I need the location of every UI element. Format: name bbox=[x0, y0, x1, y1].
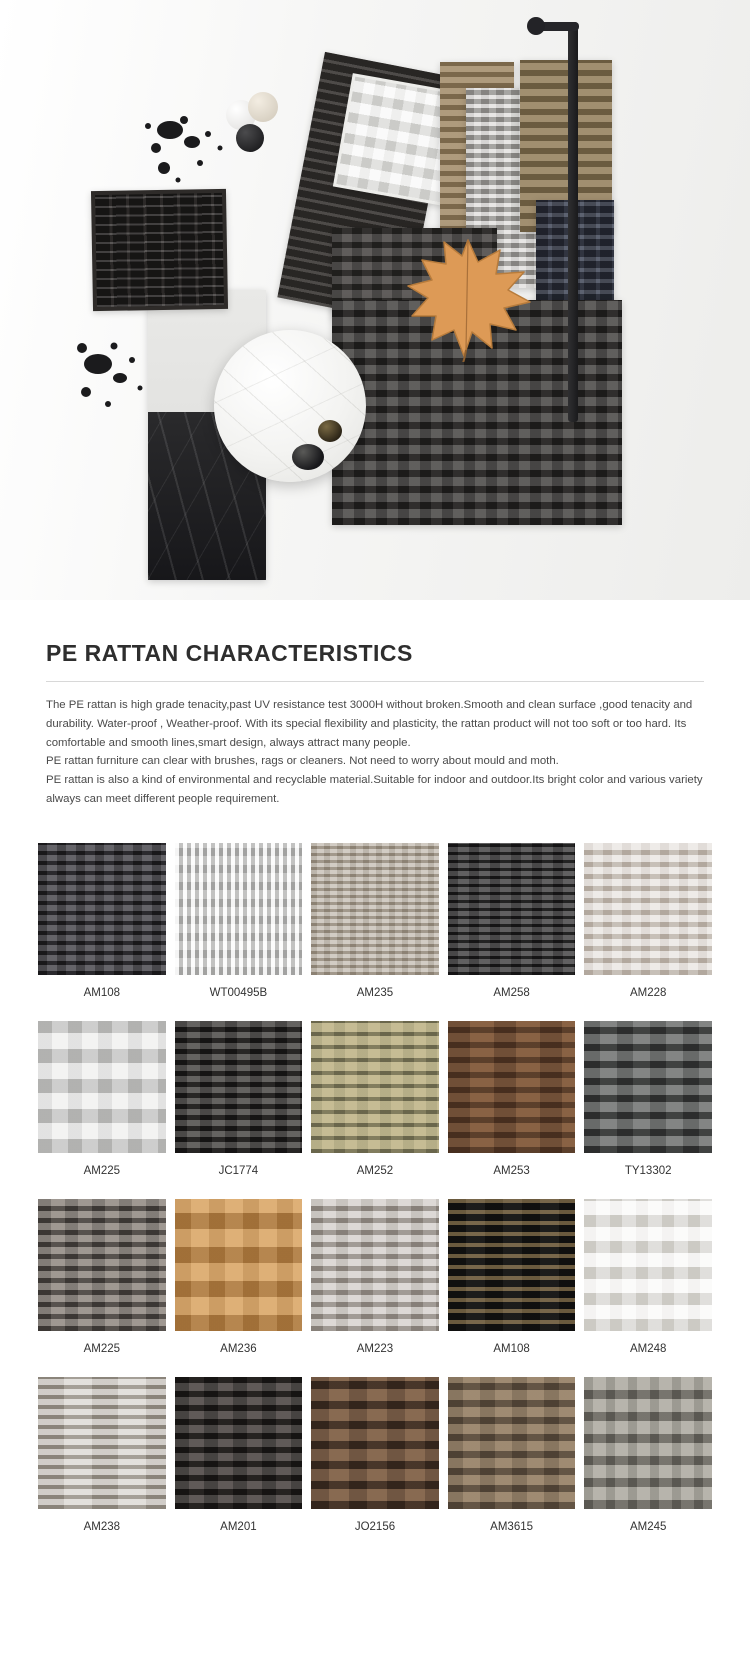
swatch-image[interactable] bbox=[448, 1199, 576, 1331]
swatch-image[interactable] bbox=[448, 1377, 576, 1509]
swatch-cell[interactable] bbox=[38, 1021, 166, 1195]
stone-decor-icon-2 bbox=[318, 420, 342, 442]
metal-rod-knob-icon bbox=[527, 17, 545, 35]
swatch-cell[interactable] bbox=[584, 1377, 712, 1551]
swatch-image[interactable] bbox=[584, 843, 712, 975]
swatch-cell[interactable] bbox=[584, 1199, 712, 1373]
swatch-code-label: AM225 bbox=[83, 1164, 121, 1177]
swatch-code-label: AM235 bbox=[356, 986, 394, 999]
swatch-cell[interactable] bbox=[448, 1377, 576, 1551]
swatch-cell[interactable] bbox=[175, 1199, 303, 1373]
swatch-image[interactable] bbox=[311, 843, 439, 975]
description-paragraph-3: PE rattan is also a kind of environmental and recyclable material.Suitable for indoor and outdoor.Its bright color and various variety always can meet different people requirement. bbox=[46, 774, 703, 806]
swatch-cell[interactable] bbox=[311, 1199, 439, 1373]
swatch-cell[interactable] bbox=[175, 843, 303, 1017]
dark-weave-swatch-left bbox=[91, 189, 228, 311]
hero-image bbox=[0, 0, 750, 600]
sphere-cream-icon bbox=[248, 92, 278, 122]
swatch-image[interactable] bbox=[448, 1021, 576, 1153]
paint-splatter-icon-2 bbox=[66, 330, 166, 420]
hero-composition bbox=[0, 0, 750, 600]
swatch-cell[interactable] bbox=[311, 843, 439, 1017]
swatch-code-label: AM236 bbox=[220, 1342, 257, 1355]
swatch-image[interactable] bbox=[311, 1021, 439, 1153]
swatch-cell[interactable] bbox=[38, 1199, 166, 1373]
description-block bbox=[46, 696, 704, 809]
swatch-code-label: AM258 bbox=[493, 986, 530, 999]
swatch-code-label: JC1774 bbox=[218, 1164, 259, 1177]
swatch-image[interactable] bbox=[38, 843, 166, 975]
swatch-image[interactable] bbox=[584, 1021, 712, 1153]
swatch-image[interactable] bbox=[175, 843, 303, 975]
swatch-cell[interactable] bbox=[38, 1377, 166, 1551]
swatch-image[interactable] bbox=[584, 1377, 712, 1509]
swatch-code-label: AM108 bbox=[83, 986, 121, 999]
swatch-image[interactable] bbox=[311, 1199, 439, 1331]
swatch-image[interactable] bbox=[584, 1199, 712, 1331]
swatch-code-label: TY13302 bbox=[624, 1164, 672, 1177]
characteristics-section bbox=[0, 640, 750, 809]
swatch-cell[interactable] bbox=[448, 1199, 576, 1373]
swatch-code-label: JO2156 bbox=[354, 1520, 396, 1533]
swatch-image[interactable] bbox=[175, 1199, 303, 1331]
swatch-image[interactable] bbox=[311, 1377, 439, 1509]
swatch-code-label: AM3615 bbox=[490, 1520, 534, 1533]
swatch-code-label: AM253 bbox=[493, 1164, 530, 1177]
page-title: PE RATTAN CHARACTERISTICS bbox=[46, 640, 413, 666]
swatch-code-label: AM108 bbox=[493, 1342, 530, 1355]
swatch-cell[interactable] bbox=[311, 1021, 439, 1195]
description-paragraph-2: PE rattan furniture can clear with brushes, rags or cleaners. Not need to worry about mould and moth. bbox=[46, 755, 559, 768]
swatch-code-label: AM228 bbox=[629, 986, 667, 999]
swatch-code-label: AM252 bbox=[356, 1164, 394, 1177]
swatch-image[interactable] bbox=[38, 1021, 166, 1153]
swatch-cell[interactable] bbox=[38, 843, 166, 1017]
swatch-grid bbox=[0, 843, 750, 1551]
swatch-code-label: AM201 bbox=[220, 1520, 257, 1533]
description-paragraph-1: The PE rattan is high grade tenacity,past UV resistance test 3000H without broken.Smooth and clean surface ,good tenacity and durability. Water-proof , Weather-proof. With its special flexibility and plasticity, the rattan product will not too soft or too hard. Its comfortable and smooth lines,smart design, always attract many people. bbox=[46, 699, 693, 749]
marble-disc bbox=[214, 330, 366, 482]
swatch-code-label: WT00495B bbox=[209, 986, 268, 999]
swatch-image[interactable] bbox=[175, 1021, 303, 1153]
leaf-icon bbox=[404, 232, 534, 362]
title-divider bbox=[46, 681, 704, 682]
swatch-image[interactable] bbox=[175, 1377, 303, 1509]
swatch-code-label: AM245 bbox=[629, 1520, 667, 1533]
swatch-cell[interactable] bbox=[175, 1021, 303, 1195]
swatch-cell[interactable] bbox=[448, 843, 576, 1017]
swatch-image[interactable] bbox=[38, 1377, 166, 1509]
swatch-cell[interactable] bbox=[175, 1377, 303, 1551]
swatch-cell[interactable] bbox=[584, 1021, 712, 1195]
swatch-code-label: AM225 bbox=[83, 1342, 121, 1355]
swatch-cell[interactable] bbox=[448, 1021, 576, 1195]
swatch-code-label: AM248 bbox=[629, 1342, 667, 1355]
swatch-code-label: AM238 bbox=[83, 1520, 121, 1533]
swatch-cell[interactable] bbox=[584, 843, 712, 1017]
swatch-cell[interactable] bbox=[311, 1377, 439, 1551]
swatch-image[interactable] bbox=[448, 843, 576, 975]
stone-decor-icon bbox=[292, 444, 324, 470]
swatch-code-label: AM223 bbox=[356, 1342, 394, 1355]
swatch-image[interactable] bbox=[38, 1199, 166, 1331]
metal-rod-icon bbox=[568, 22, 578, 422]
paint-splatter-icon bbox=[140, 108, 250, 198]
